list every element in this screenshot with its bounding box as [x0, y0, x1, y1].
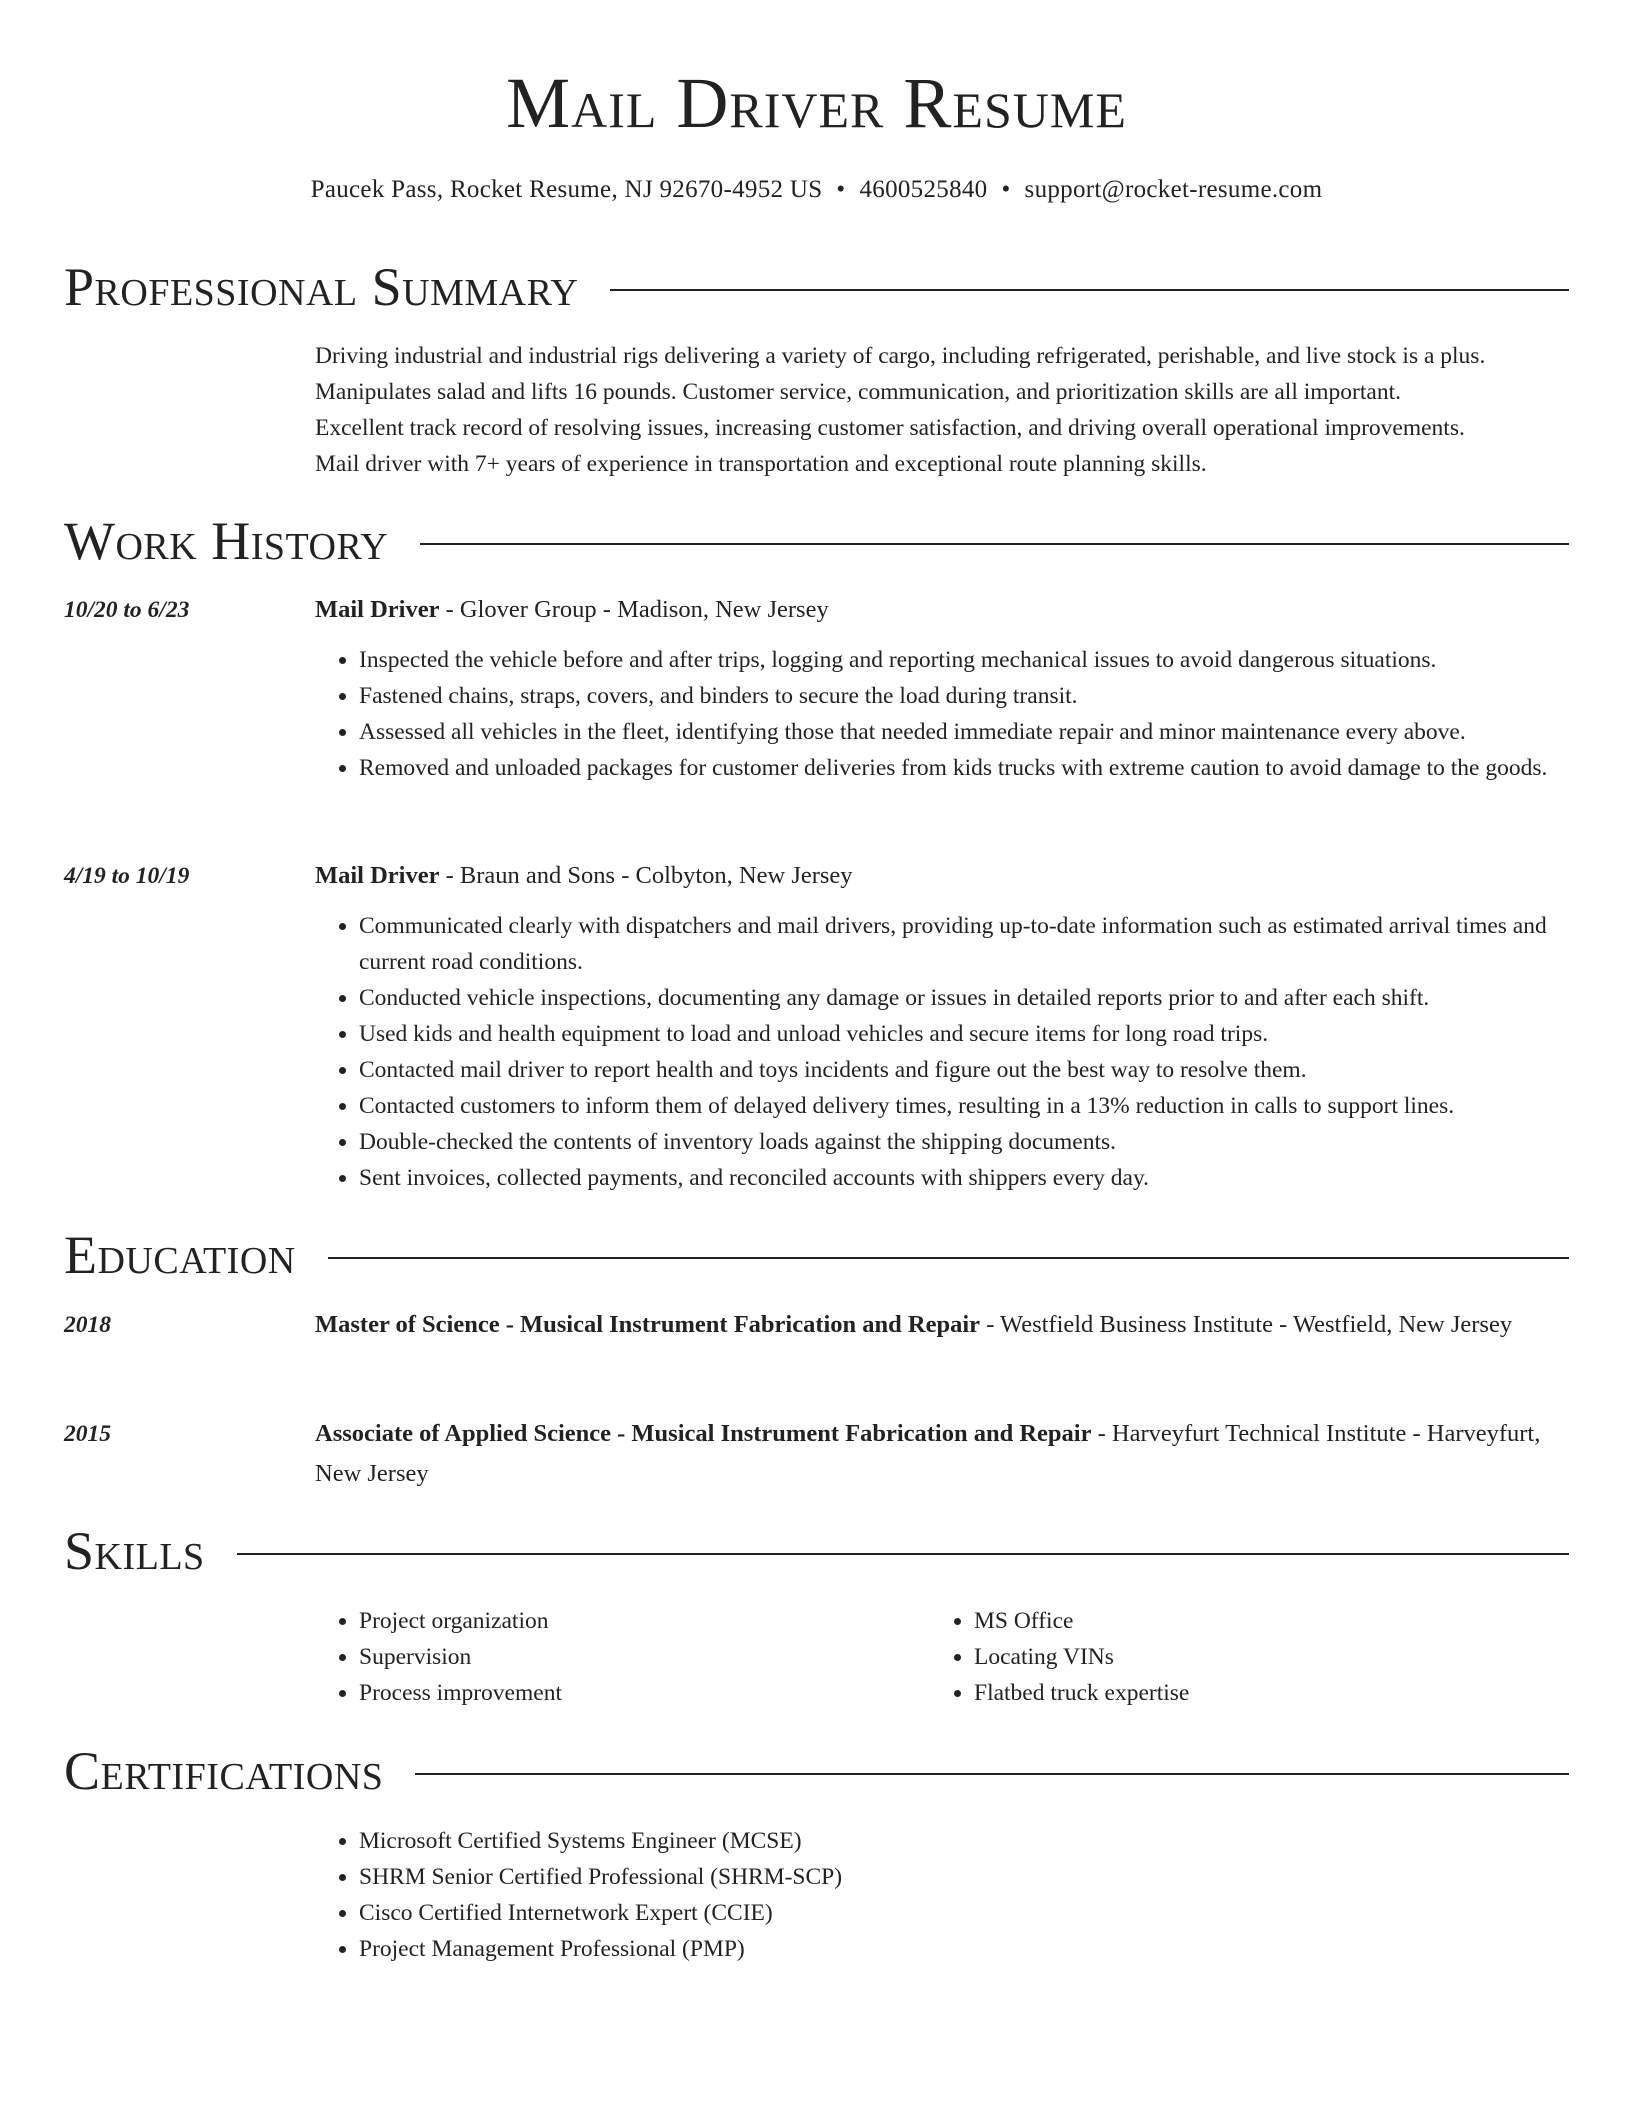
- contact-line: [64, 172, 1569, 208]
- contact-separator: •: [1001, 176, 1011, 203]
- education-body: [315, 1305, 1569, 1345]
- summary-line: Manipulates salad and lifts 16 pounds. Customer service, communication, and prioritization skills are all important.: [315, 379, 1401, 405]
- certification-item: • Cisco Certified Internetwork Expert (CCIE): [359, 1895, 1515, 1931]
- job-heading: [315, 590, 1569, 630]
- job-bullet: • Removed and unloaded packages for customer deliveries from kids trucks with extreme caution to avoid damage to the goods.: [359, 750, 1569, 786]
- education-year: 2015: [64, 1421, 111, 1447]
- education-degree: Master of Science - Musical Instrument Fabrication and Repair: [315, 1311, 981, 1338]
- skill-item: • MS Office: [974, 1603, 1530, 1639]
- job-heading: [315, 856, 1569, 896]
- section-title-certifications: Certifications: [64, 1741, 384, 1801]
- skills-list: [930, 1603, 1530, 1711]
- skill-item: • Locating VINs: [974, 1639, 1530, 1675]
- education-year: 2018: [64, 1312, 111, 1338]
- job-bullet: • Contacted mail driver to report health and toys incidents and figure out the best way to resolve them.: [359, 1052, 1569, 1088]
- summary-text: [315, 338, 1577, 482]
- job-bullets: [315, 642, 1569, 786]
- section-header-certifications: [64, 1738, 1569, 1804]
- section-divider: [415, 1773, 1569, 1775]
- section-title-work: Work History: [64, 511, 389, 571]
- job-dates: 4/19 to 10/19: [64, 863, 190, 889]
- job-title: Mail Driver: [315, 596, 440, 623]
- skill-item: • Supervision: [359, 1639, 915, 1675]
- job-bullet: • Double-checked the contents of inventory loads against the shipping documents.: [359, 1124, 1569, 1160]
- section-divider: [237, 1553, 1569, 1555]
- contact-separator: •: [836, 176, 846, 203]
- skills-column-left: [315, 1603, 915, 1711]
- job-details: - Braun and Sons - Colbyton, New Jersey: [439, 862, 853, 889]
- job-title: Mail Driver: [315, 862, 440, 889]
- section-divider: [328, 1257, 1569, 1259]
- certification-item: • Project Management Professional (PMP): [359, 1931, 1515, 1967]
- summary-line: Driving industrial and industrial rigs delivering a variety of cargo, including refrigerated, perishable, and live stock is a plus.: [315, 343, 1486, 369]
- certification-item: • Microsoft Certified Systems Engineer (MCSE): [359, 1823, 1515, 1859]
- contact-phone: 4600525840: [859, 176, 988, 203]
- education-body: [315, 1414, 1569, 1494]
- job-dates: 10/20 to 6/23: [64, 597, 190, 623]
- contact-address: Paucek Pass, Rocket Resume, NJ 92670-4952 US: [310, 176, 823, 203]
- section-divider: [610, 289, 1569, 291]
- section-title-education: Education: [64, 1225, 296, 1285]
- resume-title: Mail Driver Resume: [506, 63, 1127, 143]
- certifications-list: [315, 1823, 1515, 1967]
- education-heading: [315, 1305, 1569, 1345]
- job-body: [315, 590, 1569, 786]
- skills-column-right: [930, 1603, 1530, 1711]
- job-body: [315, 856, 1569, 1196]
- job-bullet: • Communicated clearly with dispatchers and mail drivers, providing up-to-date information such as estimated arrival times and current road conditions.: [359, 908, 1569, 980]
- job-bullet: • Fastened chains, straps, covers, and binders to secure the load during transit.: [359, 678, 1569, 714]
- job-details: - Glover Group - Madison, New Jersey: [439, 596, 829, 623]
- section-header-skills: [64, 1518, 1569, 1584]
- certification-item: • SHRM Senior Certified Professional (SHRM-SCP): [359, 1859, 1515, 1895]
- skill-item: • Process improvement: [359, 1675, 915, 1711]
- job-bullet: • Used kids and health equipment to load and unload vehicles and secure items for long road trips.: [359, 1016, 1569, 1052]
- section-title-summary: Professional Summary: [64, 257, 579, 317]
- skill-item: • Project organization: [359, 1603, 915, 1639]
- job-bullets: [315, 908, 1569, 1196]
- job-bullet: • Inspected the vehicle before and after trips, logging and reporting mechanical issues to avoid dangerous situations.: [359, 642, 1569, 678]
- section-divider: [420, 543, 1569, 545]
- education-degree: Associate of Applied Science - Musical Instrument Fabrication and Repair: [315, 1420, 1092, 1447]
- summary-line: Mail driver with 7+ years of experience in transportation and exceptional route planning skills.: [315, 451, 1207, 477]
- section-header-education: [64, 1222, 1569, 1288]
- job-bullet: • Contacted customers to inform them of delayed delivery times, resulting in a 13% reduction in calls to support lines.: [359, 1088, 1569, 1124]
- skill-item: • Flatbed truck expertise: [974, 1675, 1530, 1711]
- job-bullet: • Conducted vehicle inspections, documenting any damage or issues in detailed reports prior to and after each shift.: [359, 980, 1569, 1016]
- section-header-summary: [64, 254, 1569, 320]
- section-header-work: [64, 508, 1569, 574]
- education-heading: [315, 1414, 1569, 1494]
- skills-list: [315, 1603, 915, 1711]
- education-details: - Westfield Business Institute - Westfield, New Jersey: [980, 1311, 1513, 1338]
- contact-email: support@rocket-resume.com: [1024, 176, 1323, 203]
- education-details: - Harveyfurt Technical Institute - Harveyfurt, New Jersey: [315, 1420, 1541, 1487]
- certifications-block: [315, 1823, 1515, 1967]
- section-title-skills: Skills: [64, 1521, 205, 1581]
- summary-line: Excellent track record of resolving issues, increasing customer satisfaction, and driving overall operational improvements.: [315, 415, 1465, 441]
- job-bullet: • Assessed all vehicles in the fleet, identifying those that needed immediate repair and minor maintenance every above.: [359, 714, 1569, 750]
- job-bullet: • Sent invoices, collected payments, and reconciled accounts with shippers every day.: [359, 1160, 1569, 1196]
